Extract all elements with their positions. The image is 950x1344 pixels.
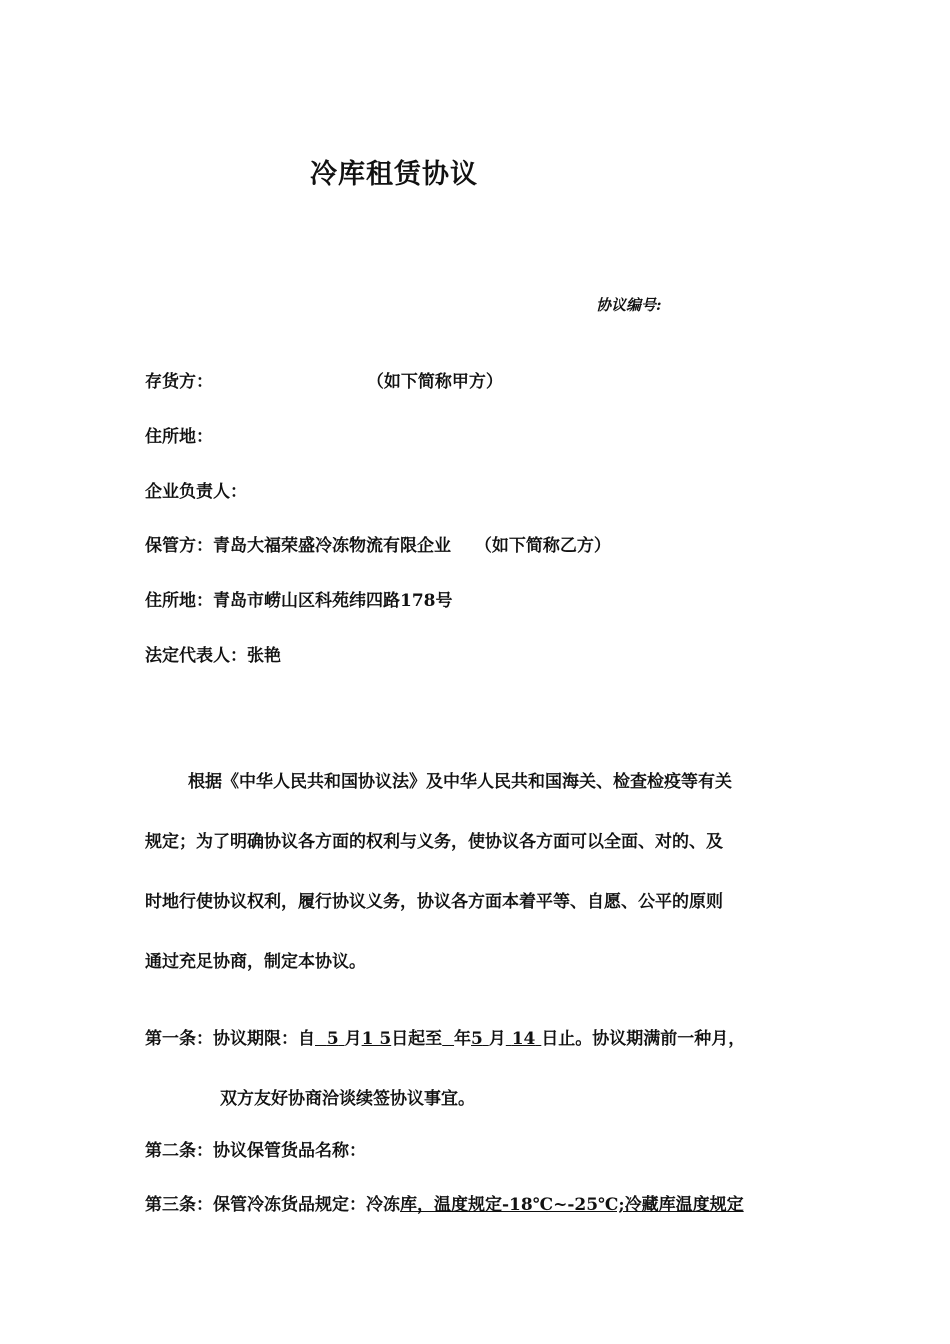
end-month: 5 xyxy=(471,1029,483,1049)
end-day: 14 xyxy=(511,1029,536,1049)
depositor-alias: （如下简称甲方） xyxy=(366,372,503,392)
preamble-line-3: 时地行使协议权利，履行协议义务，协议各方面本着平等、自愿、公平的原则 xyxy=(145,892,723,912)
article-1-mid: 日起至 xyxy=(391,1029,443,1049)
start-day: 1 5 xyxy=(361,1029,392,1049)
year-char: 年 xyxy=(454,1029,472,1049)
article-1-suffix: 日止。协议期满前一种月， xyxy=(541,1029,746,1049)
preamble-line-1: 根据《中华人民共和国协议法》及中华人民共和国海关、检查检疫等有关 xyxy=(188,772,732,792)
article-1 xyxy=(145,1024,745,1049)
article-1-prefix: 第一条：协议期限：自 xyxy=(145,1029,315,1049)
article-3-underlined: 库，温度规定-18℃~-25℃;冷藏库温度规定 xyxy=(400,1195,744,1215)
depositor-principal-label: 企业负责人： xyxy=(145,482,247,502)
preamble-line-4: 通过充足协商，制定本协议。 xyxy=(145,952,366,972)
depositor-label: 存货方： xyxy=(145,372,213,392)
month-char: 月 xyxy=(344,1029,362,1049)
start-month: 5 xyxy=(326,1029,339,1049)
article-3-prefix: 第三条：保管冷冻货品规定：冷冻 xyxy=(145,1195,400,1215)
article-3 xyxy=(145,1190,744,1215)
contract-number-label: 协议编号: xyxy=(596,296,662,314)
depositor-address-label: 住所地： xyxy=(145,427,213,447)
custodian-address: 住所地：青岛市崂山区科苑纬四路178号 xyxy=(145,591,453,611)
article-2: 第二条：协议保管货品名称： xyxy=(145,1141,366,1161)
custodian-alias: （如下简称乙方） xyxy=(474,536,611,556)
document-title: 冷库租赁协议 xyxy=(310,159,478,190)
end-year-blank xyxy=(442,1029,454,1049)
article-1-line-2: 双方友好协商洽谈续签协议事宜。 xyxy=(220,1089,475,1109)
month-char-2: 月 xyxy=(488,1029,506,1049)
depositor-line xyxy=(145,367,503,392)
custodian-representative: 法定代表人：张艳 xyxy=(145,646,281,666)
custodian-line xyxy=(145,531,611,556)
custodian-name: 保管方：青岛大福荣盛冷冻物流有限企业 xyxy=(145,536,451,556)
preamble-line-2: 规定；为了明确协议各方面的权利与义务，使协议各方面可以全面、对的、及 xyxy=(145,832,723,852)
